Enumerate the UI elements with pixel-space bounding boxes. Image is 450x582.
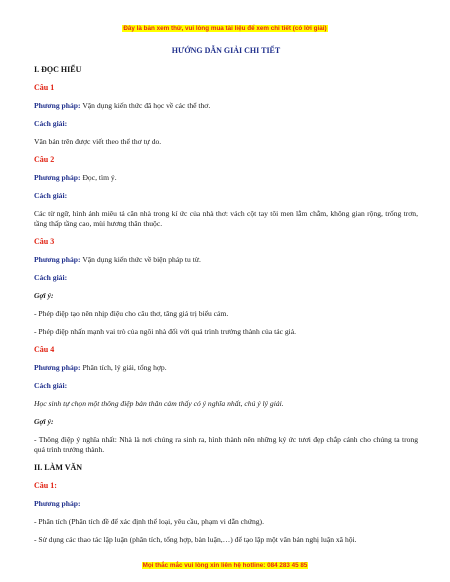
- question-1-heading: Câu 1: [34, 83, 55, 92]
- question-4-method: [34, 363, 418, 373]
- question-4-hint-label: Gợi ý:: [34, 417, 54, 426]
- page-title: HƯỚNG DẪN GIẢI CHI TIẾT: [171, 46, 281, 55]
- method-text: Vận dụng kiến thức về biện pháp tu từ.: [82, 255, 201, 264]
- question-3-hint-label: Gợi ý:: [34, 291, 54, 300]
- question-1-answer: Văn bản trên được viết theo thể thơ tự do.: [34, 137, 162, 146]
- section-reading: I. ĐỌC HIỂU: [34, 65, 82, 74]
- question-2-heading: Câu 2: [34, 155, 55, 164]
- question-4-heading: Câu 4: [34, 345, 55, 354]
- method-text: Vận dụng kiến thức đã học về các thể thơ.: [82, 101, 211, 110]
- question-1-method: [34, 101, 418, 111]
- writing-1-item-1: - Phân tích (Phân tích đề để xác định thể loại, yêu cầu, phạm vi dẫn chứng).: [34, 517, 264, 526]
- document-body: [34, 46, 418, 553]
- question-3-hint-2: - Phép điệp nhấn mạnh vai trò của ngôi nhà đối với quá trình trưởng thành của tác giả.: [34, 327, 297, 336]
- method-label: Phương pháp:: [34, 173, 81, 182]
- preview-banner: Đây là bản xem thử, vui lòng mua tài liệu để xem chi tiết (có lời giải): [123, 25, 327, 32]
- question-3-heading: Câu 3: [34, 237, 55, 246]
- method-text: Phân tích, lý giải, tổng hợp.: [82, 363, 167, 372]
- writing-1-item-2: - Sử dụng các thao tác lập luận (phân tích, tổng hợp, bàn luận,…) để tạo lập một văn bản nghị luận xã hội.: [34, 535, 357, 544]
- question-4-solution-label: Cách giải:: [34, 381, 68, 390]
- question-3-hint-1: - Phép điệp tạo nên nhịp điệu cho câu thơ, tăng giá trị biểu cảm.: [34, 309, 229, 318]
- method-label: Phương pháp:: [34, 363, 81, 372]
- method-text: Đọc, tìm ý.: [82, 173, 117, 182]
- question-4-hint: - Thông điệp ý nghĩa nhất: Nhà là nơi chúng ra sinh ra, hình thành nên những ký ức tươi đẹp chắp cánh cho chúng ta trong quá trình trưởng thành.: [34, 435, 418, 454]
- question-2-solution-label: Cách giải:: [34, 191, 68, 200]
- question-2-answer: Các từ ngữ, hình ảnh miêu tả căn nhà trong kí ức của nhà thơ: vách cột tay tôi men lẫm chẫm, không gian rộng, trống trơn, tầng thấp tầng cao, mùi hương thân thuộc.: [34, 209, 418, 228]
- question-3-solution-label: Cách giải:: [34, 273, 68, 282]
- section-writing: II. LÀM VĂN: [34, 463, 83, 472]
- question-3-method: [34, 255, 418, 265]
- method-label: Phương pháp:: [34, 255, 81, 264]
- method-label: Phương pháp:: [34, 101, 81, 110]
- question-4-answer: Học sinh tự chọn một thông điệp bản thân cảm thấy có ý nghĩa nhất, chú ý lý giải.: [34, 399, 284, 408]
- writing-1-heading: Câu 1:: [34, 481, 57, 490]
- question-2-method: [34, 173, 418, 183]
- hotline-banner: Mọi thắc mắc vui lòng xin liên hệ hotline: 084 283 45 85: [142, 562, 308, 569]
- writing-1-method-label: Phương pháp:: [34, 499, 81, 508]
- question-1-solution-label: Cách giải:: [34, 119, 68, 128]
